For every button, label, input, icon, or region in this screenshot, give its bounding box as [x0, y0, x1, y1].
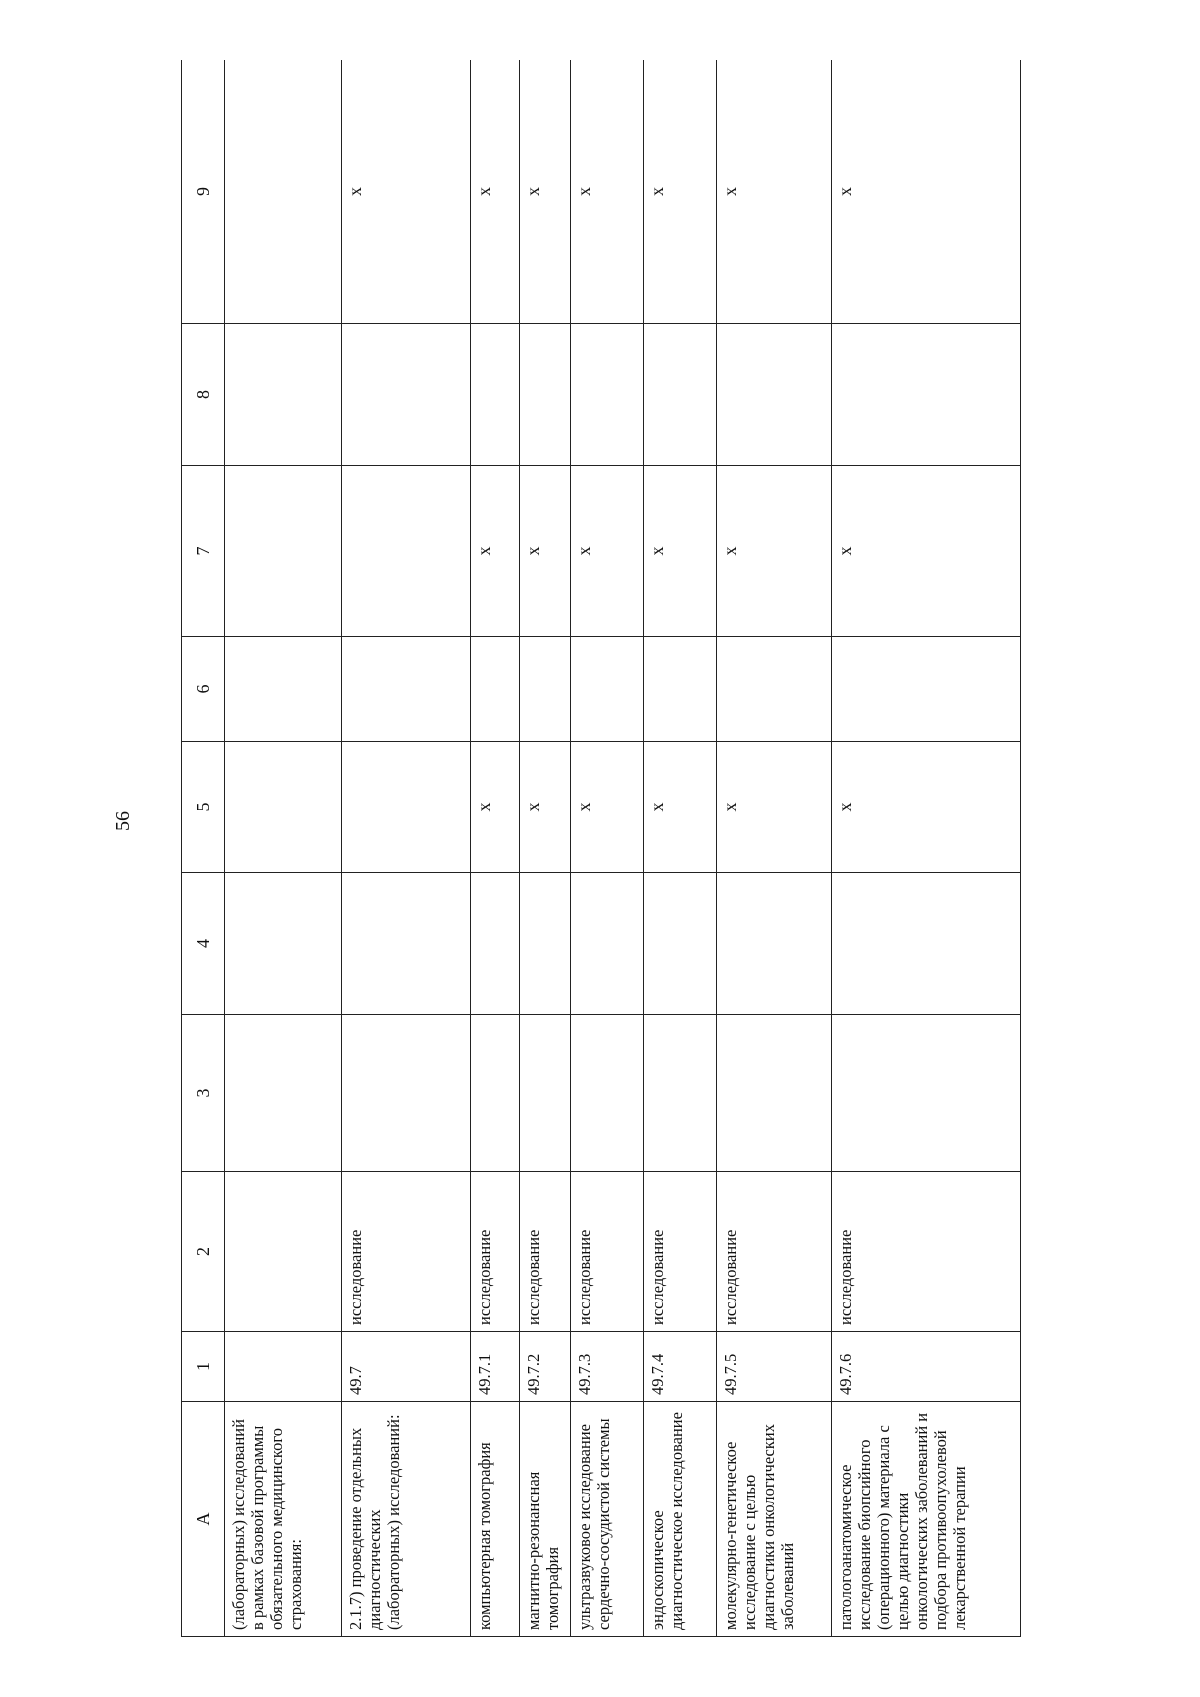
table-row — [342, 60, 471, 1637]
row-name-cell: (лабораторных) исследований в рамках базовой программы обязательного медицинского страхования: — [225, 1402, 342, 1637]
row-name-cell: компьютерная томография — [471, 1402, 520, 1637]
row-col5-cell: x — [471, 742, 520, 873]
row-name-cell: ультразвуковое исследование сердечно-сосудистой системы — [571, 1402, 644, 1637]
row-name-cell: магнитно-резонансная томография — [520, 1402, 571, 1637]
table-row — [471, 60, 520, 1637]
row-unit-cell: исследование — [832, 1172, 1021, 1332]
row-col7-cell — [225, 466, 342, 637]
row-col9-cell: x — [644, 60, 717, 324]
header-row — [182, 60, 225, 1637]
row-col3-cell — [832, 1015, 1021, 1172]
row-col3-cell — [571, 1015, 644, 1172]
row-unit-cell: исследование — [644, 1172, 717, 1332]
row-code-cell: 49.7.6 — [832, 1332, 1021, 1402]
table-row — [832, 60, 1021, 1637]
row-col9-cell: x — [832, 60, 1021, 324]
row-col4-cell — [571, 873, 644, 1015]
row-col7-cell — [342, 466, 471, 637]
header-cell-6: 6 — [182, 637, 225, 742]
row-col4-cell — [717, 873, 832, 1015]
row-col4-cell — [471, 873, 520, 1015]
row-code-cell: 49.7.4 — [644, 1332, 717, 1402]
header-cell-8: 8 — [182, 324, 225, 466]
header-cell-9: 9 — [182, 60, 225, 324]
header-cell-2: 2 — [182, 1172, 225, 1332]
row-col6-cell — [225, 637, 342, 742]
table-row — [571, 60, 644, 1637]
row-code-cell: 49.7.5 — [717, 1332, 832, 1402]
data-table — [181, 60, 1021, 1637]
row-code-cell — [225, 1332, 342, 1402]
row-col5-cell: x — [644, 742, 717, 873]
row-col8-cell — [471, 324, 520, 466]
table-container — [181, 60, 1079, 1637]
row-col5-cell: x — [520, 742, 571, 873]
row-col7-cell: x — [832, 466, 1021, 637]
row-col4-cell — [832, 873, 1021, 1015]
row-col9-cell: x — [471, 60, 520, 324]
header-cell-3: 3 — [182, 1015, 225, 1172]
row-col8-cell — [832, 324, 1021, 466]
row-col5-cell: x — [717, 742, 832, 873]
row-col8-cell — [225, 324, 342, 466]
row-col8-cell — [571, 324, 644, 466]
row-col3-cell — [717, 1015, 832, 1172]
row-unit-cell: исследование — [571, 1172, 644, 1332]
row-col3-cell — [471, 1015, 520, 1172]
row-col4-cell — [342, 873, 471, 1015]
row-code-cell: 49.7 — [342, 1332, 471, 1402]
row-col5-cell — [342, 742, 471, 873]
row-col7-cell: x — [717, 466, 832, 637]
row-col6-cell — [520, 637, 571, 742]
header-cell-5: 5 — [182, 742, 225, 873]
row-col8-cell — [644, 324, 717, 466]
row-col3-cell — [225, 1015, 342, 1172]
row-col6-cell — [342, 637, 471, 742]
row-col9-cell: x — [342, 60, 471, 324]
row-name-cell: патологоанатомическое исследование биопсийного (операционного) материала с целью диагностики онкологических заболеваний и подбора противоопухолевой лекарственной терапии — [832, 1402, 1021, 1637]
row-col9-cell: x — [717, 60, 832, 324]
row-unit-cell: исследование — [342, 1172, 471, 1332]
row-unit-cell: исследование — [717, 1172, 832, 1332]
row-code-cell: 49.7.3 — [571, 1332, 644, 1402]
row-col6-cell — [471, 637, 520, 742]
row-unit-cell: исследование — [471, 1172, 520, 1332]
row-unit-cell: исследование — [520, 1172, 571, 1332]
row-col3-cell — [520, 1015, 571, 1172]
row-col8-cell — [520, 324, 571, 466]
row-col5-cell — [225, 742, 342, 873]
table-row — [225, 60, 342, 1637]
row-code-cell: 49.7.2 — [520, 1332, 571, 1402]
rotated-table-frame — [181, 60, 1079, 1637]
row-col9-cell: x — [520, 60, 571, 324]
row-col6-cell — [571, 637, 644, 742]
row-col8-cell — [342, 324, 471, 466]
table-row — [520, 60, 571, 1637]
page-number: 56 — [112, 811, 134, 831]
header-cell-1: 1 — [182, 1332, 225, 1402]
row-col8-cell — [717, 324, 832, 466]
row-col6-cell — [832, 637, 1021, 742]
header-cell-7: 7 — [182, 466, 225, 637]
row-col4-cell — [644, 873, 717, 1015]
row-col3-cell — [342, 1015, 471, 1172]
header-cell-4: 4 — [182, 873, 225, 1015]
row-code-cell: 49.7.1 — [471, 1332, 520, 1402]
row-col6-cell — [644, 637, 717, 742]
row-name-cell: 2.1.7) проведение отдельных диагностических (лабораторных) исследований: — [342, 1402, 471, 1637]
row-name-cell: молекулярно-генетическое исследование с целью диагностики онкологических заболеваний — [717, 1402, 832, 1637]
table-row — [717, 60, 832, 1637]
row-col9-cell: x — [571, 60, 644, 324]
row-col6-cell — [717, 637, 832, 742]
row-col4-cell — [225, 873, 342, 1015]
row-col5-cell: x — [571, 742, 644, 873]
row-col7-cell: x — [644, 466, 717, 637]
row-col9-cell — [225, 60, 342, 324]
row-name-cell: эндоскопическое диагностическое исследование — [644, 1402, 717, 1637]
row-col4-cell — [520, 873, 571, 1015]
header-cell-a: А — [182, 1402, 225, 1637]
row-col5-cell: x — [832, 742, 1021, 873]
table-row — [644, 60, 717, 1637]
row-col7-cell: x — [571, 466, 644, 637]
row-col3-cell — [644, 1015, 717, 1172]
row-unit-cell — [225, 1172, 342, 1332]
row-col7-cell: x — [471, 466, 520, 637]
row-col7-cell: x — [520, 466, 571, 637]
